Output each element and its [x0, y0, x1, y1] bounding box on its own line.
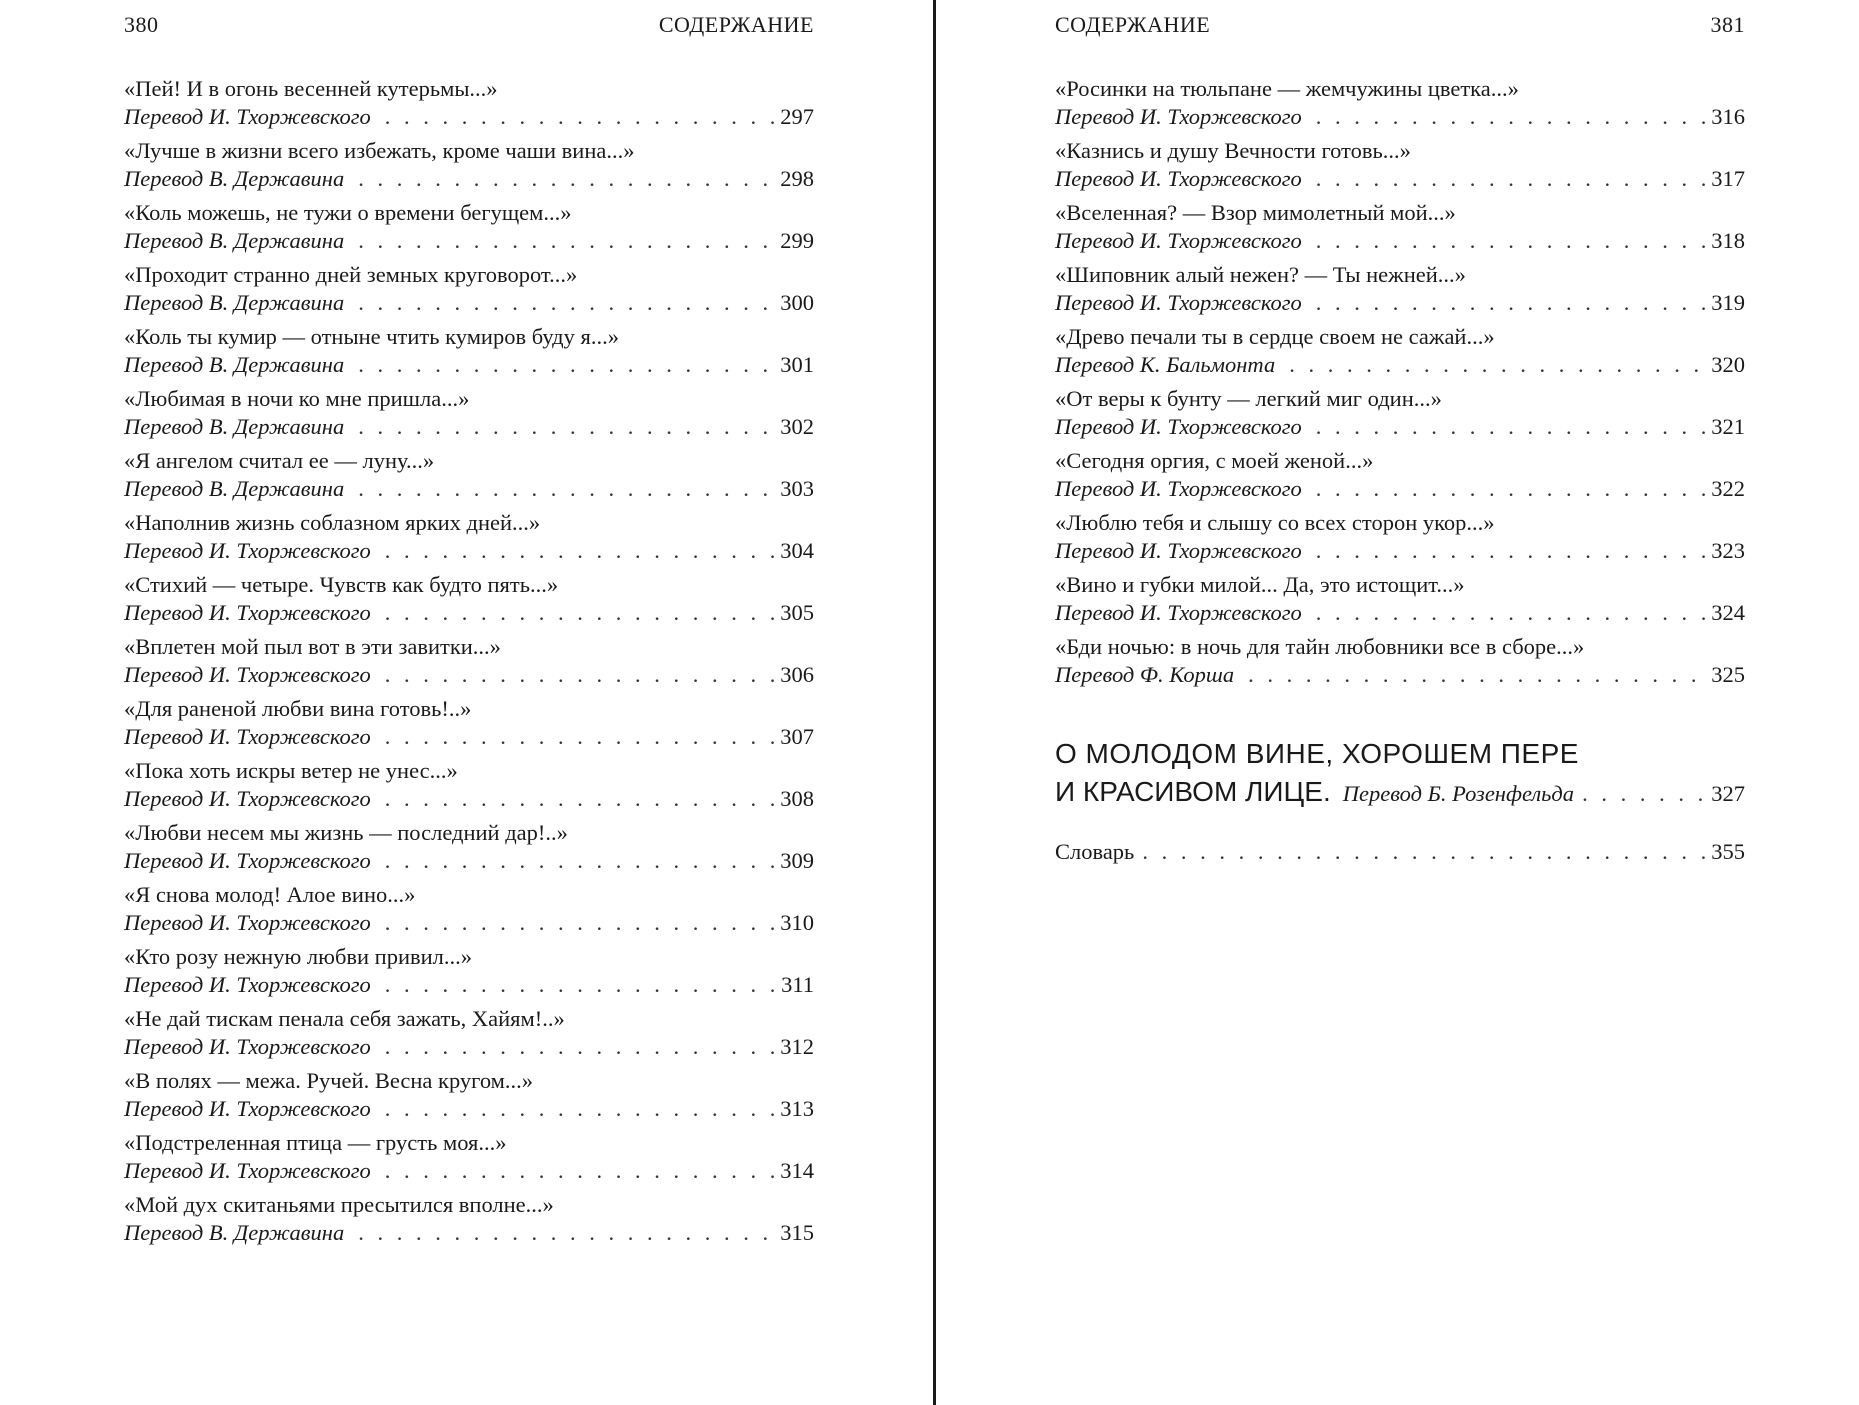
dot-leader — [358, 351, 774, 379]
entry-page-number: 322 — [1711, 476, 1745, 501]
entry-page-number: 317 — [1711, 166, 1745, 191]
poem-title: «В полях — межа. Ручей. Весна кругом...» — [124, 1068, 533, 1093]
entry-page-number: 312 — [780, 1034, 814, 1059]
dot-leader — [1316, 599, 1705, 627]
poem-title: «Пока хоть искры ветер не унес...» — [124, 758, 458, 783]
dot-leader — [358, 165, 774, 193]
poem-title: «Коль можешь, не тужи о времени бегущем...» — [124, 200, 572, 225]
dot-leader — [1316, 103, 1705, 131]
poem-title: «Подстреленная птица — грусть моя...» — [124, 1130, 507, 1155]
toc-entry[interactable] — [1055, 323, 1745, 385]
poem-title: «Люблю тебя и слышу со всех сторон укор...» — [1055, 510, 1495, 535]
right-toc-list — [1055, 75, 1745, 695]
left-page — [124, 0, 814, 1405]
section-page-number: 327 — [1711, 781, 1745, 806]
entry-page-number: 309 — [780, 848, 814, 873]
right-page-number: 381 — [1710, 12, 1745, 37]
dot-leader — [385, 103, 774, 131]
glossary-entry[interactable] — [1055, 838, 1745, 866]
entry-page-number: 297 — [780, 104, 814, 129]
poem-title: «Бди ночью: в ночь для тайн любовники все в сборе...» — [1055, 634, 1585, 659]
poem-title: «Стихий — четыре. Чувств как будто пять...» — [124, 572, 559, 597]
toc-entry[interactable] — [124, 881, 814, 943]
toc-entry[interactable] — [1055, 509, 1745, 571]
poem-title: «Любимая в ночи ко мне пришла...» — [124, 386, 470, 411]
poem-title: «Любви несем мы жизнь — последний дар!..» — [124, 820, 568, 845]
poem-title: «Лучше в жизни всего избежать, кроме чаши вина...» — [124, 138, 635, 163]
toc-entry[interactable] — [1055, 385, 1745, 447]
dot-leader — [385, 1033, 774, 1061]
toc-entry[interactable] — [124, 447, 814, 509]
entry-page-number: 318 — [1711, 228, 1745, 253]
translator-credit: Перевод И. Тхоржевского — [124, 848, 371, 873]
dot-leader — [385, 537, 774, 565]
toc-entry[interactable] — [124, 199, 814, 261]
toc-entry[interactable] — [124, 509, 814, 571]
toc-entry[interactable] — [124, 1191, 814, 1253]
poem-title: «От веры к бунту — легкий миг один...» — [1055, 386, 1442, 411]
toc-entry[interactable] — [124, 75, 814, 137]
book-gutter-divider — [933, 0, 936, 1405]
dot-leader — [385, 971, 775, 999]
entry-page-number: 305 — [780, 600, 814, 625]
dot-leader — [385, 785, 774, 813]
translator-credit: Перевод В. Державина — [124, 290, 345, 315]
dot-leader — [385, 1157, 774, 1185]
translator-credit: Перевод И. Тхоржевского — [1055, 166, 1302, 191]
entry-page-number: 321 — [1711, 414, 1745, 439]
toc-entry[interactable] — [1055, 261, 1745, 323]
translator-credit: Перевод В. Державина — [124, 166, 345, 191]
dot-leader — [385, 661, 774, 689]
dot-leader — [385, 1095, 774, 1123]
entry-page-number: 324 — [1711, 600, 1745, 625]
dot-leader — [385, 599, 774, 627]
translator-credit: Перевод В. Державина — [124, 414, 345, 439]
dot-leader — [385, 723, 774, 751]
translator-credit: Перевод В. Державина — [124, 352, 345, 377]
poem-title: «Пей! И в огонь весенней кутерьмы...» — [124, 76, 498, 101]
right-running-title: СОДЕРЖАНИЕ — [1055, 12, 1211, 37]
poem-title: «Мой дух скитаньями пресытился вполне...» — [124, 1192, 554, 1217]
poem-title: «Росинки на тюльпане — жемчужины цветка...» — [1055, 76, 1519, 101]
translator-credit: Перевод И. Тхоржевского — [124, 786, 371, 811]
poem-title: «Коль ты кумир — отныне чтить кумиров буду я...» — [124, 324, 619, 349]
toc-entry[interactable] — [1055, 571, 1745, 633]
dot-leader — [1316, 537, 1705, 565]
entry-page-number: 298 — [780, 166, 814, 191]
entry-page-number: 314 — [780, 1158, 814, 1183]
entry-page-number: 323 — [1711, 538, 1745, 563]
translator-credit: Перевод И. Тхоржевского — [124, 1096, 371, 1121]
entry-page-number: 311 — [781, 972, 814, 997]
translator-credit: Перевод И. Тхоржевского — [124, 538, 371, 563]
translator-credit: Перевод И. Тхоржевского — [1055, 104, 1302, 129]
translator-credit: Перевод В. Державина — [124, 1220, 345, 1245]
toc-entry[interactable] — [1055, 633, 1745, 695]
translator-credit: Перевод К. Бальмонта — [1055, 352, 1276, 377]
dot-leader — [1316, 227, 1705, 255]
dot-leader — [358, 227, 774, 255]
entry-page-number: 308 — [780, 786, 814, 811]
translator-credit: Перевод И. Тхоржевского — [124, 724, 371, 749]
dot-leader — [358, 475, 774, 503]
entry-page-number: 299 — [780, 228, 814, 253]
dot-leader — [385, 909, 774, 937]
poem-title: «Древо печали ты в сердце своем не сажай...» — [1055, 324, 1495, 349]
dot-leader — [358, 289, 774, 317]
entry-page-number: 315 — [780, 1220, 814, 1245]
toc-entry[interactable] — [124, 1005, 814, 1067]
toc-entry[interactable] — [124, 571, 814, 633]
right-page — [1055, 0, 1745, 1405]
right-running-head — [1055, 12, 1745, 42]
poem-title: «Вино и губки милой... Да, это истощит...» — [1055, 572, 1465, 597]
poem-title: «Сегодня оргия, с моей женой...» — [1055, 448, 1374, 473]
left-running-title: СОДЕРЖАНИЕ — [658, 12, 814, 37]
dot-leader — [1316, 289, 1705, 317]
poem-title: «Проходит странно дней земных круговорот...» — [124, 262, 578, 287]
translator-credit: Перевод И. Тхоржевского — [124, 662, 371, 687]
translator-credit: Перевод И. Тхоржевского — [1055, 414, 1302, 439]
translator-credit: Перевод И. Тхоржевского — [1055, 290, 1302, 315]
dot-leader — [1248, 661, 1705, 689]
toc-entry[interactable] — [124, 261, 814, 323]
toc-entry[interactable] — [124, 757, 814, 819]
translator-credit: Перевод И. Тхоржевского — [124, 600, 371, 625]
toc-entry[interactable] — [124, 137, 814, 199]
poem-title: «Кто розу нежную любви привил...» — [124, 944, 473, 969]
entry-page-number: 302 — [780, 414, 814, 439]
section-title-line1: О МОЛОДОМ ВИНЕ, ХОРОШЕМ ПЕРЕ — [1055, 738, 1579, 769]
entry-page-number: 300 — [780, 290, 814, 315]
poem-title: «Казнись и душу Вечности готовь...» — [1055, 138, 1411, 163]
toc-entry[interactable] — [124, 385, 814, 447]
dot-leader — [358, 413, 774, 441]
translator-credit: Перевод И. Тхоржевского — [1055, 538, 1302, 563]
translator-credit: Перевод И. Тхоржевского — [124, 1034, 371, 1059]
translator-credit: Перевод И. Тхоржевского — [124, 910, 371, 935]
glossary-page-number: 355 — [1711, 839, 1745, 864]
toc-entry[interactable] — [124, 943, 814, 1005]
translator-credit: Перевод В. Державина — [124, 476, 345, 501]
poem-title: «Я снова молод! Алое вино...» — [124, 882, 416, 907]
entry-page-number: 316 — [1711, 104, 1745, 129]
poem-title: «Вселенная? — Взор мимолетный мой...» — [1055, 200, 1456, 225]
poem-title: «Я ангелом считал ее — луну...» — [124, 448, 435, 473]
translator-credit: Перевод И. Тхоржевского — [1055, 476, 1302, 501]
translator-credit: Перевод И. Тхоржевского — [1055, 600, 1302, 625]
dot-leader — [1316, 165, 1705, 193]
toc-entry[interactable] — [1055, 447, 1745, 509]
poem-title: «Вплетен мой пыл вот в эти завитки...» — [124, 634, 501, 659]
dot-leader — [385, 847, 774, 875]
entry-page-number: 325 — [1711, 662, 1745, 687]
translator-credit: Перевод Ф. Корша — [1055, 662, 1235, 687]
toc-entry[interactable] — [1055, 137, 1745, 199]
translator-credit: Перевод И. Тхоржевского — [124, 104, 371, 129]
dot-leader — [1582, 775, 1705, 813]
toc-entry[interactable] — [124, 1067, 814, 1129]
toc-entry[interactable] — [1055, 75, 1745, 137]
dot-leader — [358, 1219, 774, 1247]
poem-title: «Наполнив жизнь соблазном ярких дней...» — [124, 510, 541, 535]
section-heading-entry[interactable] — [1055, 735, 1745, 813]
glossary-label: Словарь — [1055, 839, 1135, 864]
toc-entry[interactable] — [124, 695, 814, 757]
entry-page-number: 301 — [780, 352, 814, 377]
entry-page-number: 313 — [780, 1096, 814, 1121]
toc-entry[interactable] — [124, 1129, 814, 1191]
entry-page-number: 307 — [780, 724, 814, 749]
entry-page-number: 304 — [780, 538, 814, 563]
poem-title: «Не дай тискам пенала себя зажать, Хайям!..» — [124, 1006, 565, 1031]
left-toc-list — [124, 75, 814, 1253]
dot-leader — [1142, 838, 1705, 866]
entry-page-number: 320 — [1711, 352, 1745, 377]
translator-credit: Перевод В. Державина — [124, 228, 345, 253]
poem-title: «Для раненой любви вина готовь!..» — [124, 696, 472, 721]
translator-credit: Перевод И. Тхоржевского — [124, 1158, 371, 1183]
dot-leader — [1289, 351, 1705, 379]
section-translator: Перевод Б. Розенфельда — [1342, 781, 1575, 806]
toc-entry[interactable] — [124, 323, 814, 385]
entry-page-number: 319 — [1711, 290, 1745, 315]
translator-credit: Перевод И. Тхоржевского — [124, 972, 371, 997]
entry-page-number: 306 — [780, 662, 814, 687]
entry-page-number: 310 — [780, 910, 814, 935]
left-running-head — [124, 12, 814, 42]
dot-leader — [1316, 413, 1705, 441]
section-title-line2: И КРАСИВОМ ЛИЦЕ. — [1055, 776, 1331, 807]
toc-entry[interactable] — [124, 819, 814, 881]
left-page-number: 380 — [124, 12, 159, 37]
toc-entry[interactable] — [124, 633, 814, 695]
translator-credit: Перевод И. Тхоржевского — [1055, 228, 1302, 253]
toc-entry[interactable] — [1055, 199, 1745, 261]
dot-leader — [1316, 475, 1705, 503]
entry-page-number: 303 — [780, 476, 814, 501]
poem-title: «Шиповник алый нежен? — Ты нежней...» — [1055, 262, 1466, 287]
